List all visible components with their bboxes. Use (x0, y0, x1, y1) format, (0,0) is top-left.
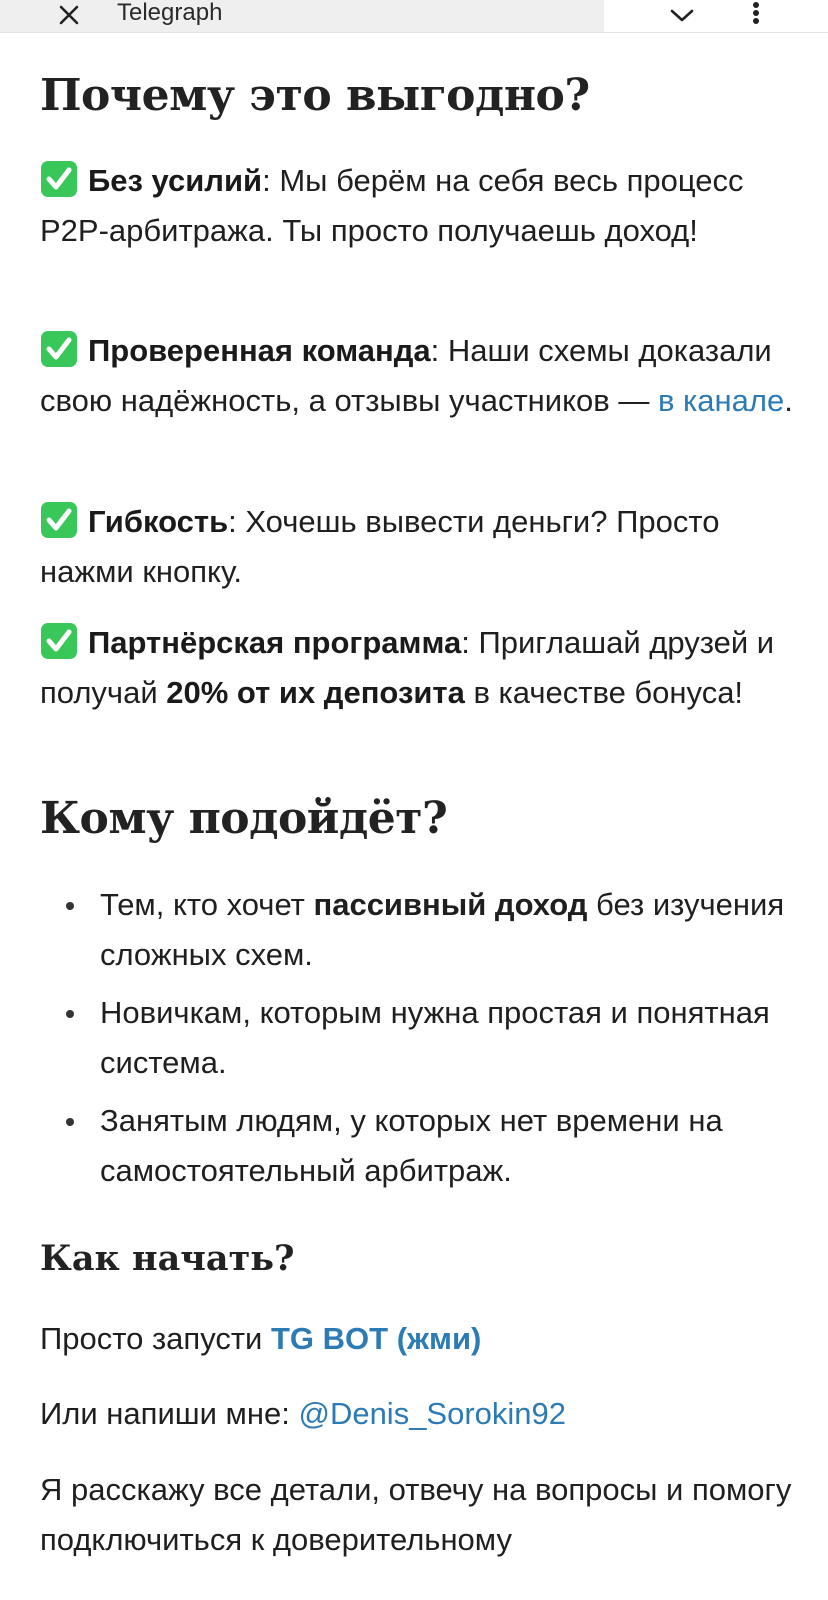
section-heading-how: Как начать? (40, 1238, 295, 1279)
start-prefix: Просто запусти (40, 1321, 271, 1356)
benefit-title: Без усилий (88, 163, 263, 198)
benefit-item (40, 618, 800, 718)
list-item (62, 1096, 802, 1196)
bullet-dot (66, 1118, 74, 1126)
benefit-item (40, 326, 800, 426)
benefit-title: Партнёрская программа (88, 625, 462, 660)
section-heading-why: Почему это выгодно? (40, 70, 590, 121)
contact-paragraph (40, 1389, 800, 1439)
username-link[interactable]: @Denis_Sorokin92 (298, 1396, 567, 1431)
benefit-item (40, 156, 800, 256)
benefit-title: Проверенная команда (88, 333, 431, 368)
bullet-dot (66, 1010, 74, 1018)
benefit-text: : Хочешь вывести деньги? Просто нажми кнопку. (40, 504, 720, 589)
benefit-title: Гибкость (88, 504, 229, 539)
browser-topbar (0, 0, 828, 33)
details-paragraph: Я расскажу все детали, отвечу на вопросы и помогу подключиться к доверительному (40, 1472, 792, 1557)
list-item-text: Тем, кто хочет (100, 887, 314, 922)
tab-area (0, 0, 604, 32)
list-item (62, 880, 802, 980)
benefit-text: : Мы берём на себя весь процесс P2P-арбитража. Ты просто получаешь доход! (40, 163, 744, 248)
list-item-text: Занятым людям, у которых нет времени на самостоятельный арбитраж. (100, 1103, 723, 1188)
tg-bot-link[interactable]: TG BOT (жми) (271, 1321, 482, 1356)
contact-prefix: Или напиши мне: (40, 1396, 299, 1431)
benefit-text-end: в качестве бонуса! (464, 675, 744, 710)
list-item-text: Новичкам, которым нужна простая и понятная система. (100, 995, 770, 1080)
start-paragraph (40, 1314, 800, 1364)
section-heading-who: Кому подойдёт? (40, 793, 448, 844)
list-item (62, 988, 802, 1088)
list-item-bold: пассивный доход (313, 887, 588, 922)
benefit-text: : Приглашай друзей и получай (40, 625, 775, 710)
channel-link[interactable]: в канале (657, 383, 785, 418)
benefit-highlight: 20% от их депозита (166, 675, 465, 710)
benefit-text: : Наши схемы доказали свою надёжность, а отзывы участников — (40, 333, 772, 418)
benefit-item (40, 497, 800, 597)
chevron-down-icon[interactable] (668, 5, 696, 25)
check-mark-icon (40, 160, 78, 198)
check-mark-icon (40, 330, 78, 368)
check-mark-icon (40, 501, 78, 539)
audience-list (62, 880, 802, 1204)
check-mark-icon (40, 622, 78, 660)
close-icon[interactable] (56, 2, 82, 28)
list-item-text-end: без изучения сложных схем. (100, 887, 785, 972)
bullet-dot (66, 902, 74, 910)
more-vertical-icon[interactable] (749, 0, 763, 30)
benefit-text-end: . (784, 383, 793, 418)
tab-title: Telegraph (117, 0, 223, 26)
